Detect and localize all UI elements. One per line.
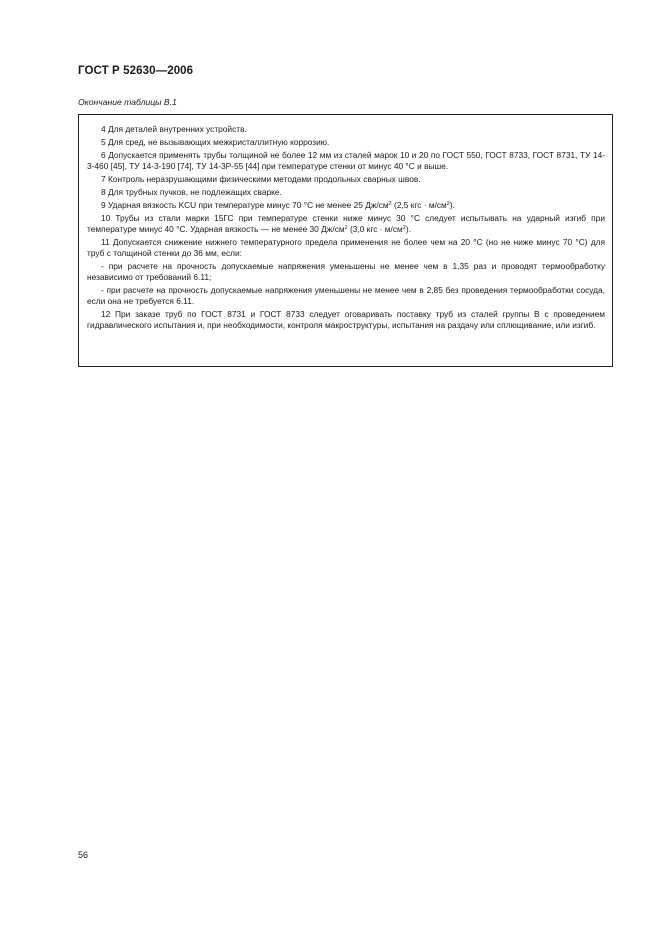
note-10-text-b: (3,0 кгс · м/см bbox=[347, 224, 403, 234]
note-11: 11 Допускается снижение нижнего температурного предела применения не более чем на 20 °С (но не ниже минус 70 °С) для труб с толщиной стенки до 36 мм, если: bbox=[87, 237, 605, 258]
note-9 bbox=[87, 200, 605, 211]
note-6: 6 Допускается применять трубы толщиной не более 12 мм из сталей марок 10 и 20 по ГОСТ 550, ГОСТ 8733, ГОСТ 8731, ТУ 14-3-460 [45], ТУ 14-3-190 [74], ТУ 14-3Р-55 [44] при температуре стенки от минус 40 °С и выше. bbox=[87, 150, 605, 171]
note-4: 4 Для деталей внутренних устройств. bbox=[101, 124, 247, 134]
note-9-text-a: 9 Ударная вязкость KCU при температуре минус 70 °С не менее 25 Дж/см bbox=[101, 200, 389, 210]
note-7: 7 Контроль неразрушающими физическими методами продольных сварных швов. bbox=[101, 174, 421, 184]
document-header-title: ГОСТ Р 52630—2006 bbox=[78, 65, 194, 77]
note-10-text-c: ). bbox=[405, 224, 411, 234]
note-10-superscript-b: 2 bbox=[402, 225, 406, 231]
table-caption: Окончание таблицы В.1 bbox=[78, 97, 177, 107]
note-10 bbox=[87, 213, 605, 235]
note-9-superscript-b: 2 bbox=[446, 201, 450, 207]
note-5: 5 Для сред, не вызывающих межкристаллитную коррозию. bbox=[101, 137, 330, 147]
note-12: 12 При заказе труб по ГОСТ 8731 и ГОСТ 8733 следует оговаривать поставку труб из сталей группы В с проведением гидравлического испытания и, при необходимости, контроля макроструктуры, испытания на раздачу или сплющивание, или изгиб. bbox=[87, 309, 605, 330]
page-number: 56 bbox=[78, 850, 89, 860]
note-11-item-1: - при расчете на прочность допускаемые напряжения уменьшены не менее чем в 1,35 раз и проводят термообработку независимо от требований 6.11; bbox=[87, 261, 605, 282]
note-9-text-b: (2,5 кгс · м/см bbox=[391, 200, 447, 210]
note-11-item-2: - при расчете на прочность допускаемые напряжения уменьшены не менее чем в 2,85 без проведения термообработки сосуда, если она не требуется 6.11. bbox=[87, 285, 605, 306]
note-8: 8 Для трубных пучков, не подлежащих сварке. bbox=[101, 187, 282, 197]
note-10-superscript-a: 2 bbox=[344, 225, 348, 231]
note-10-text-a: 10 Трубы из стали марки 15ГС при температуре стенки ниже минус 30 °С следует испытывать на ударный изгиб при температуре минус 40 °С. Ударная вязкость — не менее 30 Дж/см bbox=[87, 213, 605, 234]
note-9-superscript-a: 2 bbox=[388, 201, 392, 207]
note-9-text-c: ). bbox=[449, 200, 455, 210]
notes-table-cell bbox=[78, 114, 613, 367]
